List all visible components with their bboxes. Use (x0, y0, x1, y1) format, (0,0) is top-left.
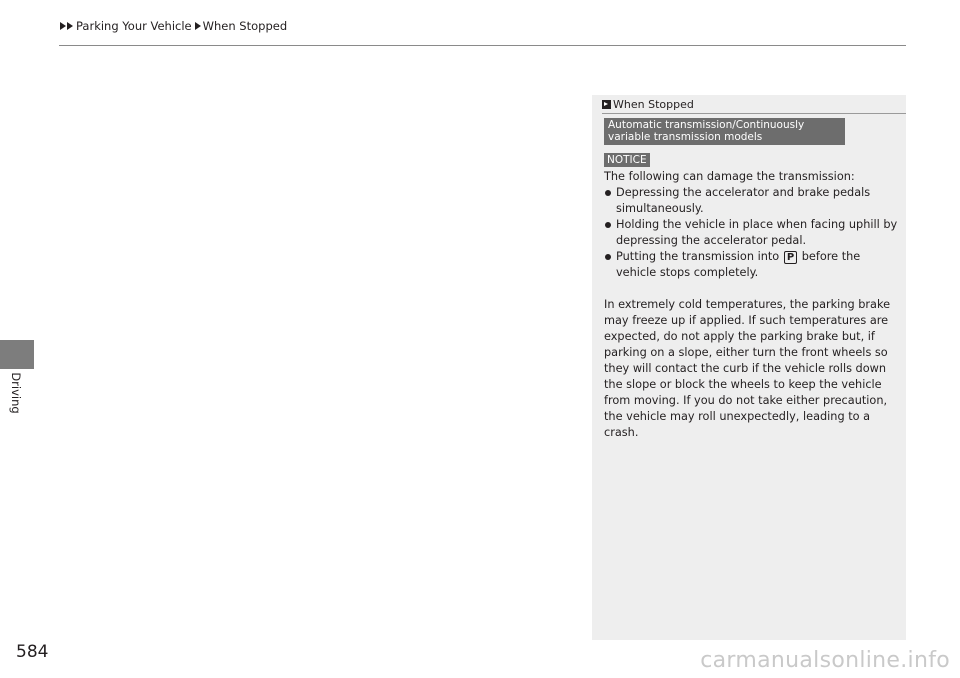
damage-list (604, 185, 902, 281)
note-body (604, 169, 902, 441)
list-item (604, 249, 902, 281)
section-label: Driving (9, 372, 23, 414)
cold-weather-paragraph: In extremely cold temperatures, the parking brake may freeze up if applied. If such temperatures are expected, do not apply the parking brake but, if parking on a slope, either turn the front wheels so they will contact the curb if the vehicle rolls down the slope or block the wheels to keep the vehicle from moving. If you do not take either precaution, the vehicle may roll unexpectedly, leading to a crash. (604, 298, 891, 439)
note-divider (602, 113, 906, 114)
arrow-right-icon (67, 22, 73, 30)
section-tab (0, 340, 34, 369)
header-divider (59, 45, 906, 46)
notice-badge: NOTICE (604, 153, 650, 167)
note-intro: The following can damage the transmission: (604, 170, 855, 183)
sidebar-note (592, 95, 906, 640)
page-number: 584 (16, 642, 49, 662)
note-title-text: When Stopped (613, 98, 694, 111)
watermark: carmanualsonline.info (700, 648, 950, 673)
paragraph-spacer (604, 281, 902, 297)
list-item-text: Putting the transmission into (616, 250, 780, 263)
list-item: Holding the vehicle in place when facing uphill by depressing the accelerator pedal. (604, 217, 902, 249)
model-badge: Automatic transmission/Continuously variable transmission models (604, 118, 845, 145)
arrow-right-icon (60, 22, 66, 30)
arrow-right-icon (195, 22, 201, 30)
note-title (602, 98, 694, 111)
gear-p-icon: P (784, 251, 797, 264)
list-item: Depressing the accelerator and brake pedals simultaneously. (604, 185, 902, 217)
breadcrumb-item-when-stopped[interactable]: When Stopped (202, 19, 288, 33)
breadcrumb (60, 19, 287, 33)
breadcrumb-item-parking[interactable]: Parking Your Vehicle (76, 19, 192, 33)
reference-mark-icon (602, 100, 611, 109)
list-item-text: before the vehicle stops completely. (616, 250, 861, 279)
